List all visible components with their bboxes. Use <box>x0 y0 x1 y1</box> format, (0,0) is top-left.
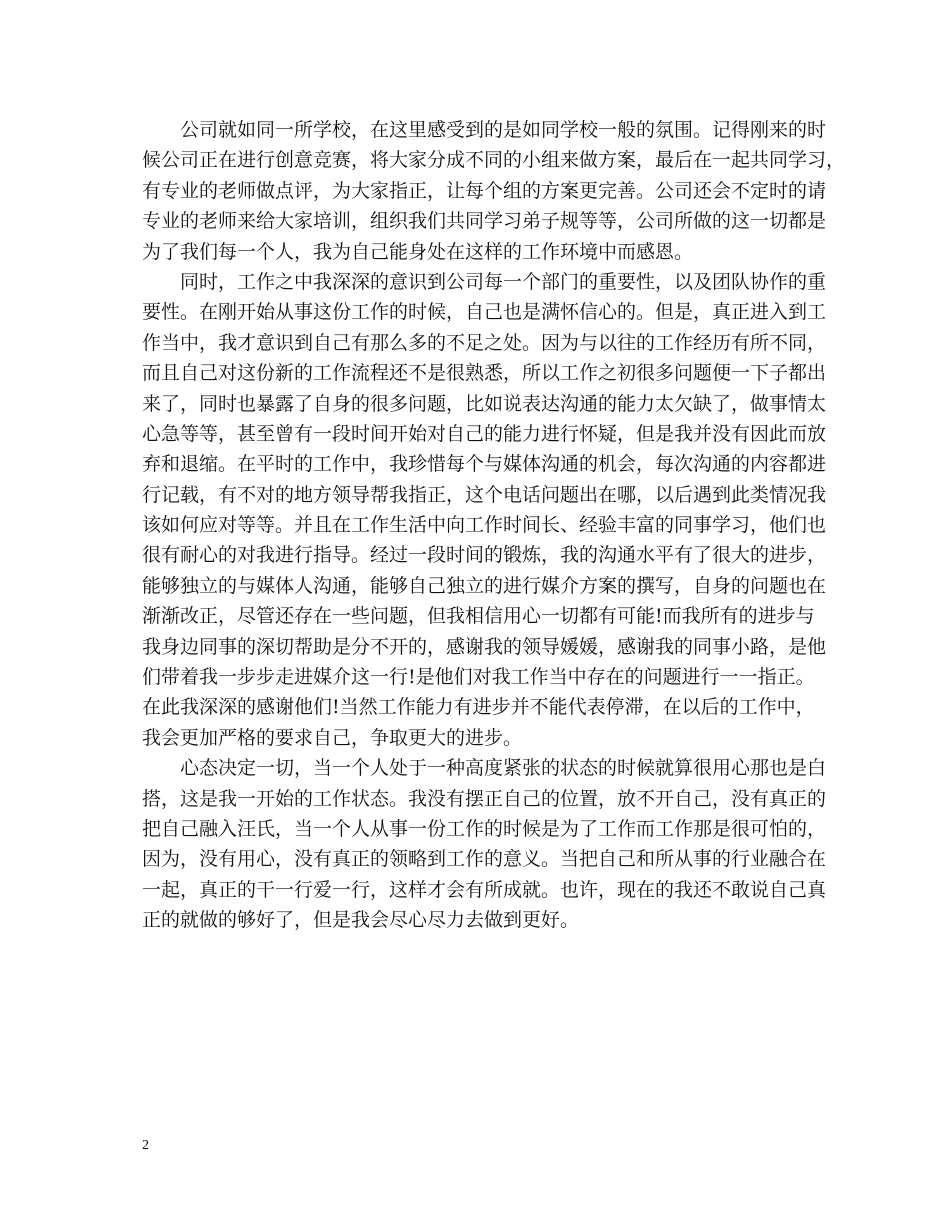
text-line: 搭，这是我一开始的工作状态。我没有摆正自己的位置，放不开自己，没有真正的 <box>142 787 827 810</box>
text-line: 我会更加严格的要求自己，争取更大的进步。 <box>142 726 523 749</box>
text-line: 能够独立的与媒体人沟通，能够自己独立的进行媒介方案的撰写，自身的问题也在 <box>142 574 827 597</box>
text-line: 为了我们每一个人，我为自己能身处在这样的工作环境中而感恩。 <box>142 240 694 263</box>
text-line: 心态决定一切，当一个人处于一种高度紧张的状态的时候就算很用心那也是白 <box>180 757 827 780</box>
paragraph <box>142 267 827 753</box>
text-line: 同时，工作之中我深深的意识到公司每一个部门的重要性，以及团队协作的重 <box>180 270 827 293</box>
text-line: 很有耐心的对我进行指导。经过一段时间的锻炼，我的沟通水平有了很大的进步， <box>142 544 827 567</box>
paragraph <box>142 115 846 267</box>
text-line: 渐渐改正，尽管还存在一些问题，但我相信用心一切都有可能!而我所有的进步与 <box>142 605 815 628</box>
text-line: 因为，没有用心，没有真正的领略到工作的意义。当把自己和所从事的行业融合在 <box>142 848 827 871</box>
text-line: 们带着我一步步走进媒介这一行!是他们对我工作当中存在的问题进行一一指正。 <box>142 666 815 689</box>
text-line: 行记载，有不对的地方领导帮我指正，这个电话问题出在哪，以后遇到此类情况我 <box>142 483 827 506</box>
text-line: 作当中，我才意识到自己有那么多的不足之处。因为与以往的工作经历有所不同， <box>142 331 827 354</box>
document-body <box>142 115 846 936</box>
paragraph <box>142 753 827 935</box>
text-line: 要性。在刚开始从事这份工作的时候，自己也是满怀信心的。但是，真正进入到工 <box>142 301 827 324</box>
text-line: 正的就做的够好了，但是我会尽心尽力去做到更好。 <box>142 909 580 932</box>
text-line: 而且自己对这份新的工作流程还不是很熟悉，所以工作之初很多问题便一下子都出 <box>142 362 827 385</box>
page-number: 2 <box>142 1138 149 1153</box>
text-line: 我身边同事的深切帮助是分不开的，感谢我的领导媛媛，感谢我的同事小路，是他 <box>142 635 827 658</box>
text-line: 专业的老师来给大家培训，组织我们共同学习弟子规等等，公司所做的这一切都是 <box>142 210 827 233</box>
text-line: 该如何应对等等。并且在工作生活中向工作时间长、经验丰富的同事学习，他们也 <box>142 514 827 537</box>
text-line: 公司就如同一所学校，在这里感受到的是如同学校一般的氛围。记得刚来的时 <box>180 119 827 141</box>
text-line: 一起，真正的干一行爱一行，这样才会有所成就。也许，现在的我还不敢说自己真 <box>142 878 827 901</box>
text-line: 心急等等，甚至曾有一段时间开始对自己的能力进行怀疑，但是我并没有因此而放 <box>142 422 827 445</box>
text-line: 把自己融入汪氏，当一个人从事一份工作的时候是为了工作而工作那是很可怕的， <box>142 817 827 840</box>
text-line: 弃和退缩。在平时的工作中，我珍惜每个与媒体沟通的机会，每次沟通的内容都进 <box>142 453 827 476</box>
text-line: 有专业的老师做点评，为大家指正，让每个组的方案更完善。公司还会不定时的请 <box>142 179 827 202</box>
text-line: 来了，同时也暴露了自身的很多问题，比如说表达沟通的能力太欠缺了，做事情太 <box>142 392 827 415</box>
text-line: 在此我深深的感谢他们!当然工作能力有进步并不能代表停滞，在以后的工作中， <box>142 696 815 719</box>
text-line: 候公司正在进行创意竞赛，将大家分成不同的小组来做方案，最后在一起共同学习， <box>142 149 846 172</box>
